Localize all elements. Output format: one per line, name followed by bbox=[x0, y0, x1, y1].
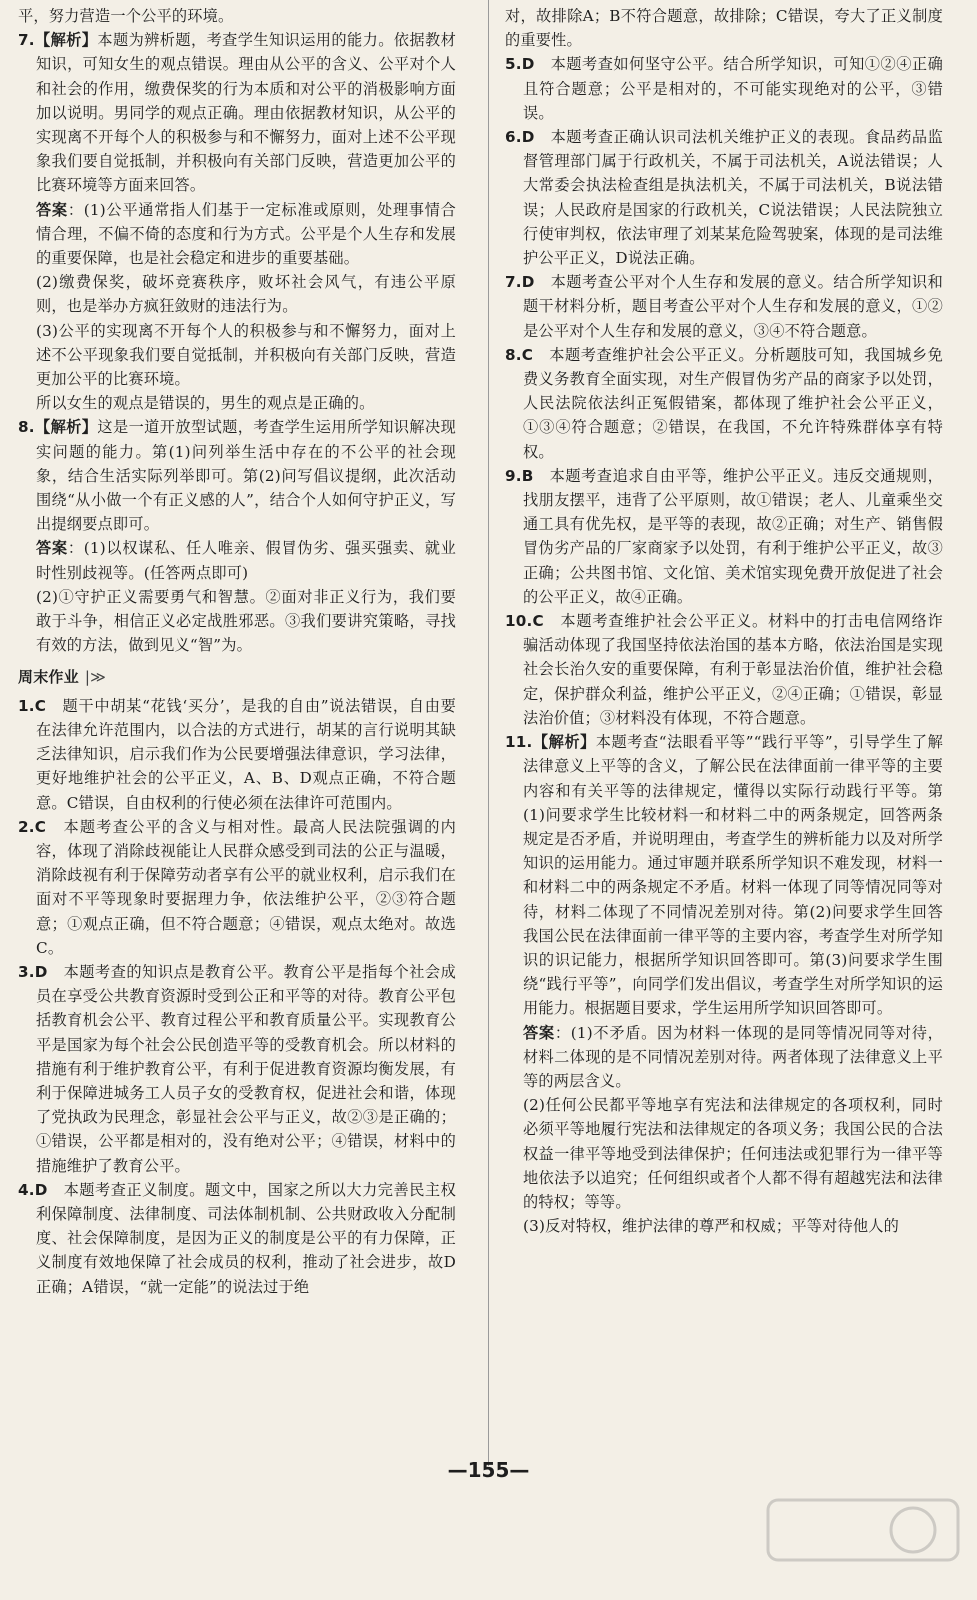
page-number: —155— bbox=[447, 1458, 530, 1482]
column-divider bbox=[488, 0, 489, 1466]
item-number: 9. bbox=[505, 466, 522, 485]
answer-item bbox=[18, 28, 456, 197]
answer-item bbox=[505, 270, 943, 343]
item-number: 6. bbox=[505, 128, 522, 147]
item-text: ：(1)不矛盾。因为材料一体现的是同等情况同等对待，材料二体现的是不同情况差别对待。两者体现了法律意义上平等的两层含义。 bbox=[523, 1023, 944, 1090]
item-text: (2)缴费保奖，破坏竞赛秩序，败坏社会风气，有违公平原则，也是举办方疯狂敛财的违法行为。 bbox=[36, 273, 456, 316]
item-text: 本题考查如何坚守公平。结合所学知识，可知①②④正确且符合题意；公平是相对的，不可能实现绝对的公平，③错误。 bbox=[523, 55, 943, 122]
answer-subpoint bbox=[18, 319, 456, 392]
item-text: 本题为辨析题，考查学生知识运用的能力。依据教材知识，可知女生的观点错误。理由从公平的含义、公平对个人和社会的作用，缴费保奖的行为本质和对公平的消极影响方面加以说明。男同学的观点正确。理由依据教材知识，从公平的实现离不开每个人的积极参与和不懈努力，面对上述不公平现象我们要自觉抵制，并积极向有关部门反映，营造更加公平的比赛环境等方面来回答。 bbox=[36, 31, 456, 195]
item-text: ：(1)以权谋私、任人唯亲、假冒伪劣、强买强卖、就业时性别歧视等。(任答两点即可) bbox=[36, 539, 457, 582]
answer-item bbox=[505, 609, 943, 730]
answer-item bbox=[505, 52, 943, 125]
answer-label: 答案 bbox=[36, 539, 68, 558]
answer-subpoint bbox=[18, 585, 456, 658]
continued-text bbox=[505, 4, 943, 52]
watermark-logo-icon bbox=[763, 1490, 963, 1590]
item-text: (2)①守护正义需要勇气和智慧。②面对非正义行为，我们要敢于斗争，相信正义必定战胜邪恶。③我们要讲究策略，寻找有效的方法，做到见义“智”为。 bbox=[36, 587, 456, 655]
answer-label: 答案 bbox=[523, 1023, 555, 1042]
answer-item bbox=[18, 415, 456, 536]
item-number: 4. bbox=[18, 1180, 35, 1199]
item-number: 3. bbox=[18, 962, 35, 981]
item-text: 本题考查公平的含义与相对性。最高人民法院强调的内容，体现了消除歧视能让人民群众感受到司法的公正与温暖，消除歧视有利于保障劳动者享有公平的就业权利，启示我们在面对不平等现象时要据理力争，依法维护公平，②③符合题意；①观点正确，但不符合题意；④错误，观点太绝对。故选C。 bbox=[36, 817, 456, 957]
item-text: 本题考查正义制度。题文中，国家之所以大力完善民主权利保障制度、法律制度、司法体制机制、公共财政收入分配制度、社会保障制度，是因为正义的制度是公平的有力保障，正义制度有效地保障了社会成员的权利，推动了社会进步，故D正确；A错误，“就一定能”的说法过于绝 bbox=[36, 1180, 456, 1296]
answer-item bbox=[18, 815, 456, 960]
item-tag: D bbox=[34, 962, 48, 981]
item-tag: D bbox=[521, 55, 535, 74]
item-text: 本题考查正确认识司法机关维护正义的表现。食品药品监督管理部门属于行政机关，不属于司法机关，A说法错误；人大常委会执法检查组是执法机关，不属于司法机关，B说法错误；人民政府是国家的行政机关，C说法错误；人民法院独立行使审判权，依法审理了刘某某危险驾驶案，体现的是司法维护公平正义，D说法正确。 bbox=[523, 128, 943, 268]
answer-item bbox=[505, 343, 943, 464]
item-tag: C bbox=[34, 817, 47, 836]
answer-subpoint bbox=[18, 270, 456, 318]
item-number: 11. bbox=[505, 733, 533, 752]
item-text: 本题考查“法眼看平等”“践行平等”，引导学生了解法律意义上平等的含义，了解公民在法律面前一律平等的主要内容和有关平等的法律规定，懂得以实际行动践行平等。第(1)问要求学生比较材料一和材料二中的两条规定，回答两条规定是否矛盾，并说明理由，考查学生的辨析能力以及对所学知识的运用能力。通过审题并联系所学知识不难发现，材料一和材料二中的两条规定不矛盾。材料一体现了同等情况同等对待，材料二体现了不同情况差别对待。第(2)问要求学生回答我国公民在法律面前一律平等的主要内容，考查学生对所学知识的识记能力，根据所学知识回答即可。第(3)问要求学生围绕“践行平等”，向同学们发出倡议，考查学生对所学知识的运用能力。根据题目要求，学生运用所学知识回答即可。 bbox=[523, 733, 943, 1018]
answer-block bbox=[505, 1021, 943, 1094]
item-number: 7. bbox=[505, 273, 522, 292]
item-tag: B bbox=[521, 466, 534, 485]
item-number: 2. bbox=[18, 817, 35, 836]
item-text: (2)任何公民都平等地享有宪法和法律规定的各项权利，同时必须平等地履行宪法和法律规定的各项义务；我国公民的合法权益一律平等地受到法律保护；任何违法或犯罪行为一律平等地依法予以追究；任何组织或者个人都不得有超越宪法和法律的特权；等等。 bbox=[523, 1096, 943, 1211]
item-tag: 【解析】 bbox=[532, 733, 596, 752]
item-text: 这是一道开放型试题，考查学生运用所学知识解决现实问题的能力。第(1)问列举生活中存在的不公平的社会现象，结合生活实际列举即可。第(2)问写倡议提纲，此次活动围绕“从小做一个有正义感的人”，结合个人如何守护正义，写出提纲要点即可。 bbox=[36, 418, 456, 534]
item-text: 本题考查追求自由平等，维护公平正义。违反交通规则，找朋友摆平，违背了公平原则，故①错误；老人、儿童乘坐交通工具有优先权，是平等的表现，故②正确；对生产、销售假冒伪劣产品的厂家商家予以处罚，有利于维护公平正义，故③正确；公共图书馆、文化馆、美术馆实现免费开放促进了社会的公平正义，故④正确。 bbox=[523, 466, 943, 606]
item-tag: C bbox=[521, 345, 534, 364]
item-text: 题干中胡某“花钱‘买分’，是我的自由”说法错误，自由要在法律允许范围内，以合法的方式进行，胡某的言行说明其缺乏法律知识，启示我们作为公民要增强法律意识，学习法律，更好地维护社会的公平正义，A、B、D观点正确，不符合题意。C错误，自由权利的行使必须在法律许可范围内。 bbox=[36, 696, 456, 812]
answer-block bbox=[18, 536, 456, 584]
item-text: 所以女生的观点是错误的，男生的观点是正确的。 bbox=[36, 394, 375, 413]
item-text: 平，努力营造一个公平的环境。 bbox=[18, 7, 234, 25]
section-heading bbox=[18, 665, 456, 689]
item-text: 本题考查公平对个人生存和发展的意义。结合所学知识和题干材料分析，题目考查公平对个人生存和发展的意义，①②是公平对个人生存和发展的意义，③④不符合题意。 bbox=[523, 273, 943, 340]
item-number: 8. bbox=[18, 418, 35, 437]
answer-subpoint bbox=[505, 1093, 943, 1214]
item-tag: 【解析】 bbox=[34, 418, 98, 437]
item-tag: D bbox=[34, 1180, 48, 1199]
section-marker-icon: |≫ bbox=[84, 668, 106, 687]
left-column bbox=[18, 4, 456, 1299]
item-number: 5. bbox=[505, 55, 522, 74]
item-number: 7. bbox=[18, 31, 35, 50]
answer-item bbox=[18, 694, 456, 815]
right-column bbox=[505, 4, 943, 1238]
item-tag: 【解析】 bbox=[34, 31, 98, 50]
item-number: 1. bbox=[18, 696, 35, 715]
item-text: ：(1)公平通常指人们基于一定标准或原则，处理事情合情合理，不偏不倚的态度和行为方式。公平是个人生存和发展的重要保障，也是社会稳定和进步的重要基础。 bbox=[36, 200, 457, 268]
item-text: (3)反对特权，维护法律的尊严和权威；平等对待他人的 bbox=[523, 1217, 900, 1236]
answer-item bbox=[505, 125, 943, 270]
item-tag: D bbox=[521, 128, 535, 147]
item-text: (3)公平的实现离不开每个人的积极参与和不懈努力，面对上述不公平现象我们要自觉抵制，并积极向有关部门反映，营造更加公平的比赛环境。 bbox=[36, 321, 456, 389]
item-tag: C bbox=[532, 612, 544, 631]
item-number: 8. bbox=[505, 345, 522, 364]
answer-subpoint bbox=[18, 391, 456, 415]
answer-item bbox=[505, 464, 943, 609]
item-text: 本题考查的知识点是教育公平。教育公平是指每个社会成员在享受公共教育资源时受到公正和平等的对待。教育公平包括教育机会公平、教育过程公平和教育质量公平。实现教育公平是国家为每个社会公民创造平等的受教育机会。所以材料的措施有利于维护教育公平，有利于促进教育资源均衡发展，有利于保障进城务工人员子女的受教育权，促进社会和谐，体现了党执政为民理念，彰显社会公平与正义，故②③是正确的；①错误，公平都是相对的，没有绝对公平；④错误，材料中的措施维护了教育公平。 bbox=[36, 962, 456, 1175]
answer-item bbox=[18, 1178, 456, 1299]
item-tag: C bbox=[34, 696, 47, 715]
answer-item bbox=[18, 960, 456, 1178]
item-text: 本题考查维护社会公平正义。分析题肢可知，我国城乡免费义务教育全面实现，对生产假冒伪劣产品的商家予以处罚，人民法院依法纠正冤假错案，都体现了维护社会公平正义，①③④符合题意；②错误，在我国，不允许特殊群体享有特权。 bbox=[523, 345, 943, 461]
answer-subpoint bbox=[505, 1214, 943, 1238]
item-text: 本题考查维护社会公平正义。材料中的打击电信网络诈骗活动体现了我国坚持依法治国的基本方略，依法治国是实现社会长治久安的重要保障，有利于彰显法治价值，维护社会稳定，保护群众利益，维护公平正义，②④正确；①错误，彰显法治价值；③材料没有体现，不符合题意。 bbox=[523, 612, 943, 727]
continued-text bbox=[18, 4, 456, 28]
item-number: 10. bbox=[505, 612, 533, 631]
answer-label: 答案 bbox=[36, 200, 68, 219]
answer-block bbox=[18, 198, 456, 271]
section-title: 周末作业 bbox=[18, 668, 79, 687]
item-text: 对，故排除A；B不符合题意，故排除；C错误，夸大了正义制度的重要性。 bbox=[505, 7, 943, 50]
answer-item bbox=[505, 730, 943, 1020]
item-tag: D bbox=[521, 273, 535, 292]
